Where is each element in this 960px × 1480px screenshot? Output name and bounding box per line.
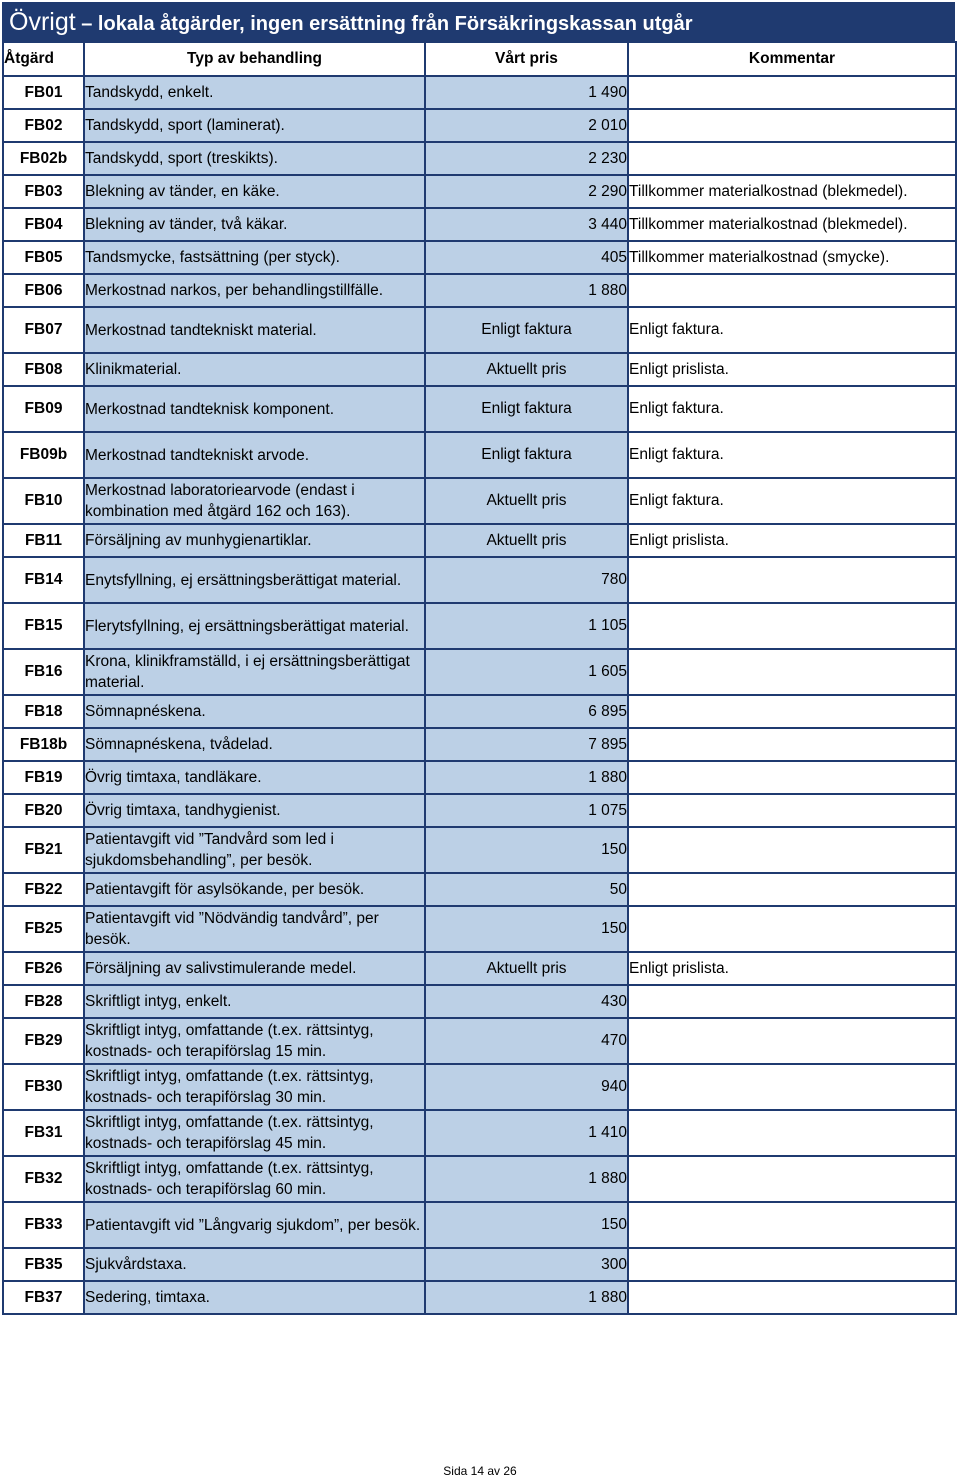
row-comment [628,109,956,142]
row-price: 1 075 [425,794,628,827]
row-comment [628,985,956,1018]
row-price: Aktuellt pris [425,952,628,985]
row-code: FB19 [3,761,84,794]
table-row [3,557,956,603]
row-comment [628,906,956,952]
row-price: 405 [425,241,628,274]
row-treatment: Övrig timtaxa, tandläkare. [84,761,425,794]
row-treatment: Försäljning av salivstimulerande medel. [84,952,425,985]
row-code: FB06 [3,274,84,307]
row-treatment: Patientavgift för asylsökande, per besök. [84,873,425,906]
row-comment [628,794,956,827]
row-comment [628,649,956,695]
row-price: 3 440 [425,208,628,241]
table-row [3,76,956,109]
table-row [3,1064,956,1110]
row-code: FB25 [3,906,84,952]
row-treatment: Skriftligt intyg, enkelt. [84,985,425,1018]
row-code: FB02 [3,109,84,142]
row-code: FB05 [3,241,84,274]
row-code: FB20 [3,794,84,827]
row-treatment: Blekning av tänder, två käkar. [84,208,425,241]
row-price: 150 [425,827,628,873]
page-number: Sida 14 av 26 [443,1464,517,1478]
row-treatment: Skriftligt intyg, omfattande (t.ex. rättsintyg, kostnads- och terapiförslag 60 min. [84,1156,425,1202]
row-code: FB30 [3,1064,84,1110]
row-price: 1 880 [425,761,628,794]
table-header-row [3,42,956,76]
table-row [3,241,956,274]
table-row [3,478,956,524]
section-title-bar [2,2,955,41]
row-comment [628,728,956,761]
row-treatment: Skriftligt intyg, omfattande (t.ex. rättsintyg, kostnads- och terapiförslag 45 min. [84,1110,425,1156]
row-comment: Enligt faktura. [628,432,956,478]
table-row [3,761,956,794]
row-code: FB16 [3,649,84,695]
row-price: 1 880 [425,1281,628,1314]
row-code: FB21 [3,827,84,873]
row-treatment: Sedering, timtaxa. [84,1281,425,1314]
row-comment: Enligt faktura. [628,307,956,353]
row-comment [628,1202,956,1248]
table-body [3,76,956,1314]
row-comment [628,142,956,175]
table-row [3,906,956,952]
row-price: 1 105 [425,603,628,649]
row-price: 1 490 [425,76,628,109]
row-price: 470 [425,1018,628,1064]
row-price: 430 [425,985,628,1018]
row-treatment: Försäljning av munhygienartiklar. [84,524,425,557]
row-price: Enligt faktura [425,432,628,478]
table-row [3,175,956,208]
row-code: FB32 [3,1156,84,1202]
row-price: 150 [425,906,628,952]
row-code: FB26 [3,952,84,985]
row-comment: Enligt prislista. [628,952,956,985]
table-row [3,208,956,241]
row-code: FB03 [3,175,84,208]
row-comment: Tillkommer materialkostnad (blekmedel). [628,208,956,241]
row-treatment: Sjukvårdstaxa. [84,1248,425,1281]
row-price: 50 [425,873,628,906]
row-comment: Enligt prislista. [628,353,956,386]
row-price: Enligt faktura [425,386,628,432]
row-code: FB09b [3,432,84,478]
table-row [3,695,956,728]
row-treatment: Merkostnad narkos, per behandlingstillfälle. [84,274,425,307]
table-row [3,307,956,353]
row-treatment: Tandskydd, sport (laminerat). [84,109,425,142]
row-comment: Tillkommer materialkostnad (blekmedel). [628,175,956,208]
section-title: Övrigt [9,8,76,36]
row-comment [628,1281,956,1314]
row-comment [628,76,956,109]
table-row [3,985,956,1018]
row-comment [628,1156,956,1202]
row-treatment: Merkostnad tandteknisk komponent. [84,386,425,432]
row-treatment: Merkostnad laboratoriearvode (endast i kombination med åtgärd 162 och 163). [84,478,425,524]
table-row [3,952,956,985]
table-row [3,827,956,873]
row-comment [628,695,956,728]
table-row [3,1110,956,1156]
row-comment [628,603,956,649]
row-price: Aktuellt pris [425,524,628,557]
row-code: FB02b [3,142,84,175]
table-row [3,1248,956,1281]
table-row [3,1156,956,1202]
row-price: 7 895 [425,728,628,761]
row-treatment: Tandskydd, sport (treskikts). [84,142,425,175]
row-price: 780 [425,557,628,603]
row-treatment: Skriftligt intyg, omfattande (t.ex. rättsintyg, kostnads- och terapiförslag 15 min. [84,1018,425,1064]
row-comment [628,557,956,603]
row-code: FB08 [3,353,84,386]
row-price: 6 895 [425,695,628,728]
row-price: 300 [425,1248,628,1281]
row-code: FB18b [3,728,84,761]
row-code: FB18 [3,695,84,728]
table-row [3,728,956,761]
row-treatment: Flerytsfyllning, ej ersättningsberättigat material. [84,603,425,649]
column-header-code: Åtgärd [3,42,84,76]
row-code: FB15 [3,603,84,649]
row-treatment: Patientavgift vid ”Nödvändig tandvård”, per besök. [84,906,425,952]
column-header-comment: Kommentar [628,42,956,76]
row-treatment: Tandskydd, enkelt. [84,76,425,109]
row-code: FB37 [3,1281,84,1314]
row-comment [628,1248,956,1281]
row-code: FB09 [3,386,84,432]
row-code: FB31 [3,1110,84,1156]
row-code: FB07 [3,307,84,353]
row-price: 1 880 [425,1156,628,1202]
row-price: 2 010 [425,109,628,142]
row-price: 1 880 [425,274,628,307]
row-code: FB01 [3,76,84,109]
row-code: FB14 [3,557,84,603]
table-row [3,1281,956,1314]
row-treatment: Merkostnad tandtekniskt arvode. [84,432,425,478]
row-comment: Enligt faktura. [628,478,956,524]
table-row [3,432,956,478]
row-price: 2 290 [425,175,628,208]
row-price: 940 [425,1064,628,1110]
row-code: FB29 [3,1018,84,1064]
row-comment [628,827,956,873]
row-price: Aktuellt pris [425,478,628,524]
table-row [3,794,956,827]
table-row [3,353,956,386]
row-comment [628,761,956,794]
row-price: 2 230 [425,142,628,175]
row-comment [628,1110,956,1156]
row-comment [628,274,956,307]
table-row [3,873,956,906]
row-treatment: Övrig timtaxa, tandhygienist. [84,794,425,827]
section-subtitle: – lokala åtgärder, ingen ersättning från Försäkringskassan utgår [75,13,693,35]
row-treatment: Sömnapnéskena. [84,695,425,728]
row-treatment: Patientavgift vid ”Långvarig sjukdom”, per besök. [84,1202,425,1248]
row-comment: Enligt faktura. [628,386,956,432]
row-code: FB33 [3,1202,84,1248]
column-header-treatment: Typ av behandling [84,42,425,76]
row-treatment: Enytsfyllning, ej ersättningsberättigat material. [84,557,425,603]
row-code: FB28 [3,985,84,1018]
row-comment [628,1064,956,1110]
row-treatment: Merkostnad tandtekniskt material. [84,307,425,353]
row-comment: Tillkommer materialkostnad (smycke). [628,241,956,274]
row-treatment: Tandsmycke, fastsättning (per styck). [84,241,425,274]
table-row [3,649,956,695]
row-price: Enligt faktura [425,307,628,353]
row-treatment: Krona, klinikframställd, i ej ersättningsberättigat material. [84,649,425,695]
row-code: FB04 [3,208,84,241]
row-treatment: Sömnapnéskena, tvådelad. [84,728,425,761]
table-row [3,109,956,142]
column-header-price: Vårt pris [425,42,628,76]
table-row [3,524,956,557]
table-row [3,142,956,175]
price-table [2,41,957,1315]
row-code: FB22 [3,873,84,906]
row-treatment: Patientavgift vid ”Tandvård som led i sjukdomsbehandling”, per besök. [84,827,425,873]
row-treatment: Blekning av tänder, en käke. [84,175,425,208]
row-comment [628,1018,956,1064]
row-treatment: Klinikmaterial. [84,353,425,386]
table-row [3,274,956,307]
table-row [3,1018,956,1064]
row-comment [628,873,956,906]
row-price: 150 [425,1202,628,1248]
row-price: Aktuellt pris [425,353,628,386]
table-row [3,386,956,432]
row-code: FB10 [3,478,84,524]
row-code: FB35 [3,1248,84,1281]
table-row [3,1202,956,1248]
row-price: 1 410 [425,1110,628,1156]
row-treatment: Skriftligt intyg, omfattande (t.ex. rättsintyg, kostnads- och terapiförslag 30 min. [84,1064,425,1110]
row-price: 1 605 [425,649,628,695]
table-row [3,603,956,649]
row-code: FB11 [3,524,84,557]
row-comment: Enligt prislista. [628,524,956,557]
